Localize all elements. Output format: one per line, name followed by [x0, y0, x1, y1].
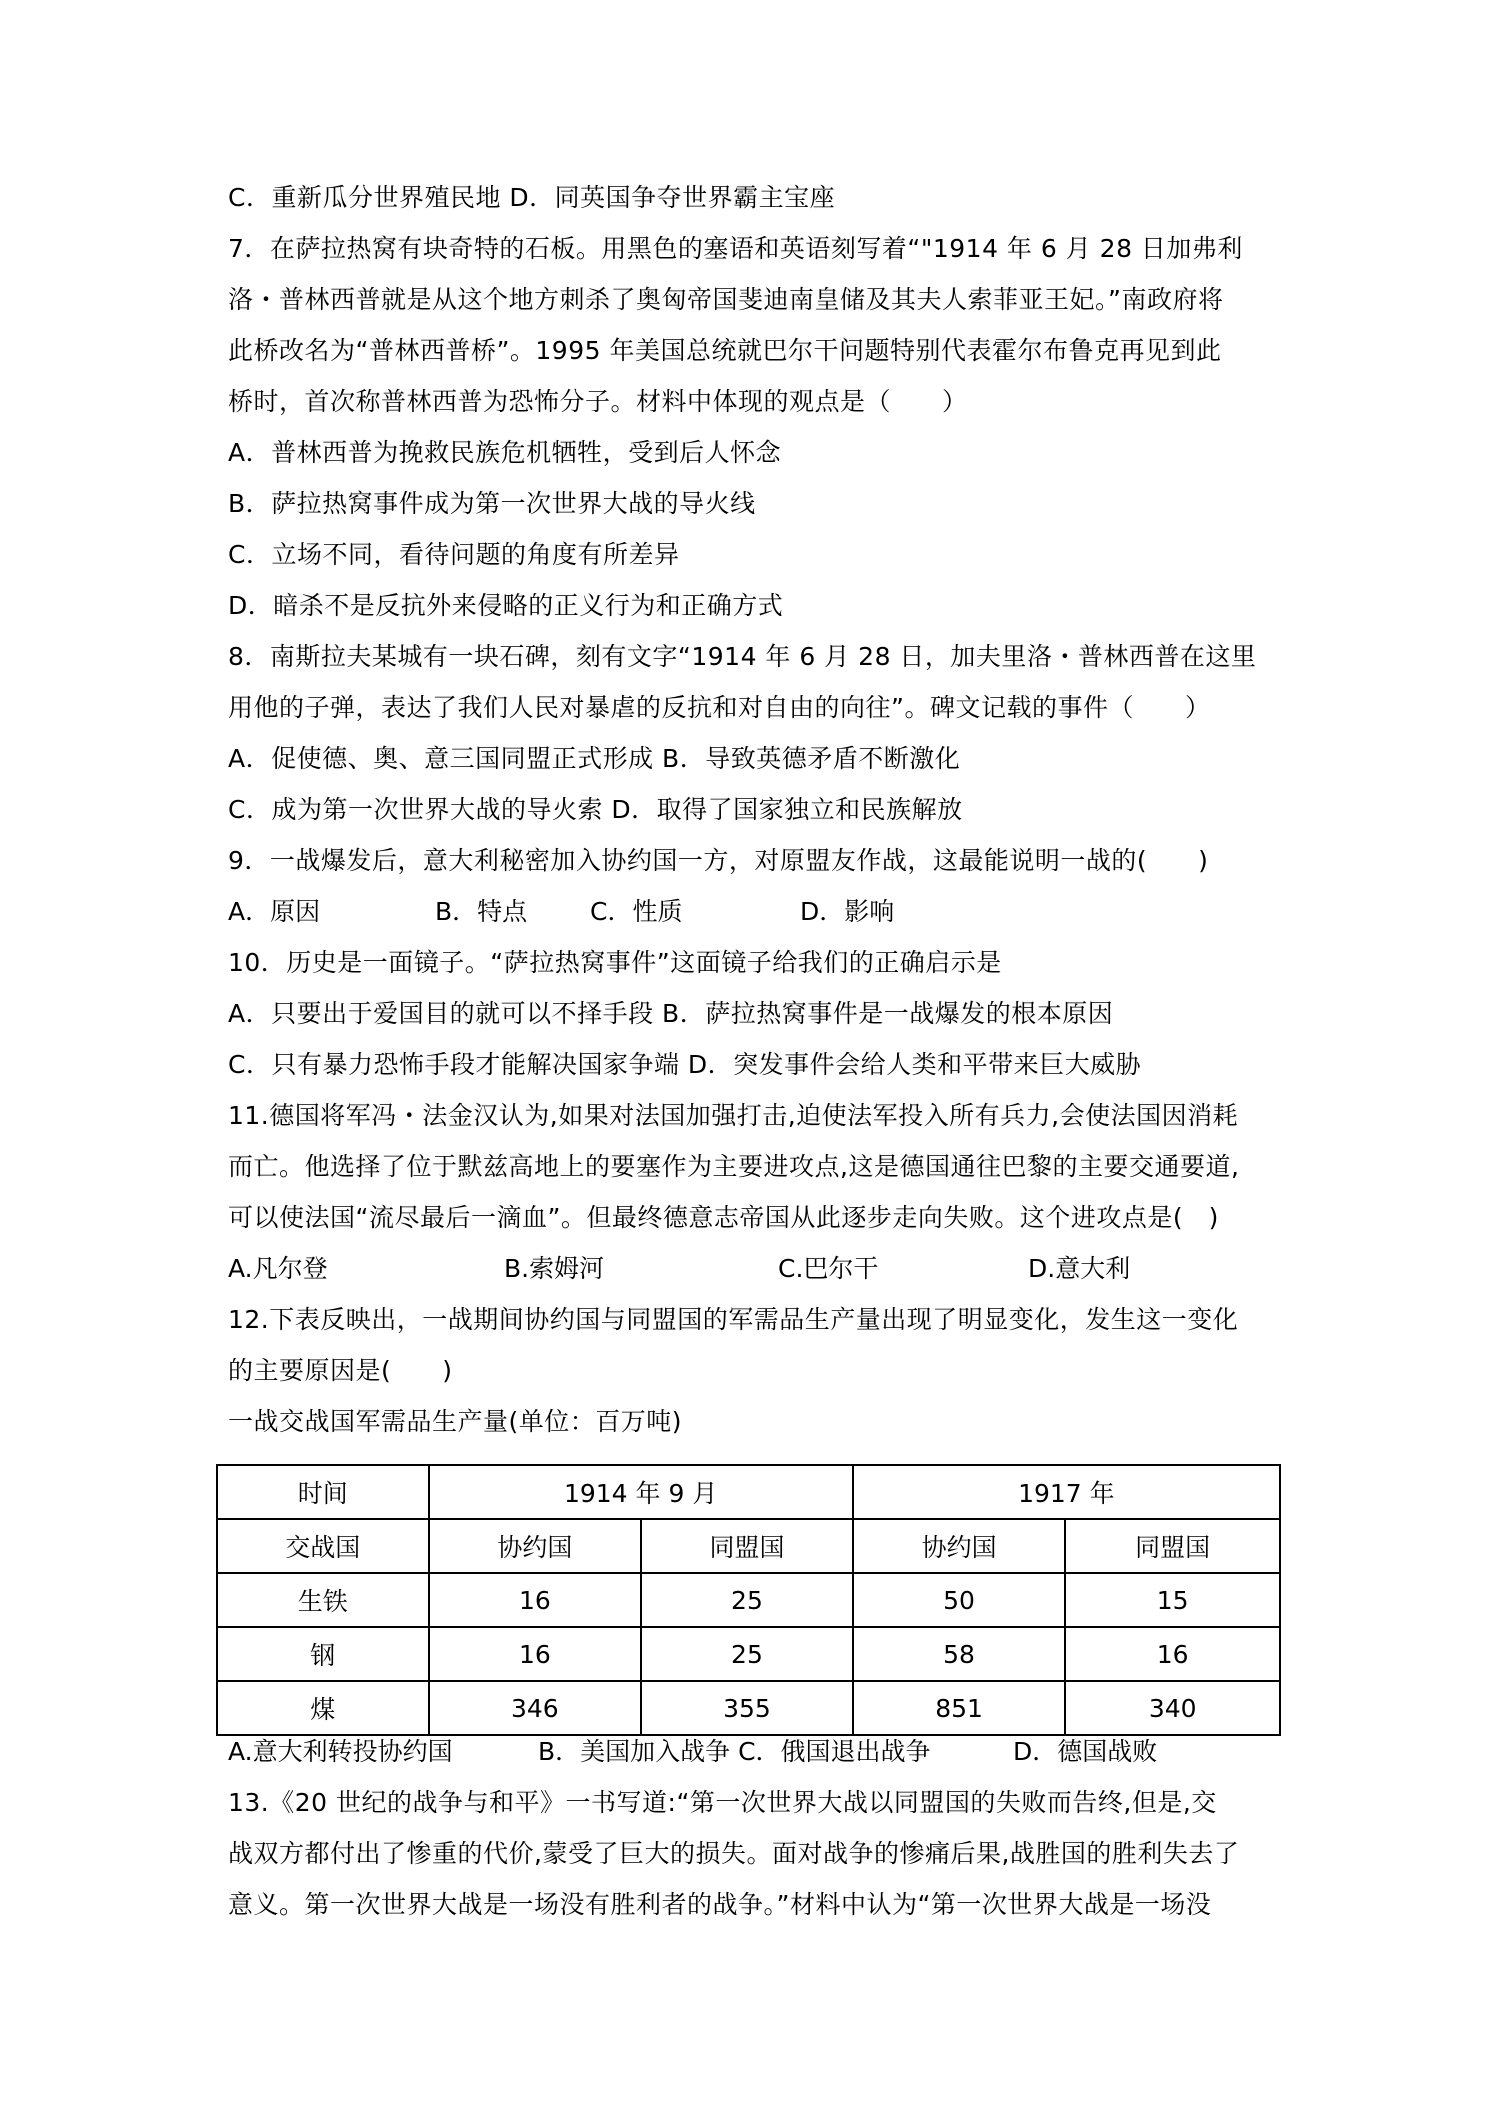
header-cell: 同盟国 — [1065, 1519, 1280, 1573]
table-cell: 355 — [641, 1681, 853, 1735]
q7-stem-3: 此桥改名为“普林西普桥”。1995 年美国总统就巴尔干问题特别代表霍尔布鲁克再见到此 — [228, 336, 1222, 365]
q7-stem-4: 桥时，首次称普林西普为恐怖分子。材料中体现的观点是（ ） — [228, 387, 968, 416]
table-row — [217, 1573, 1280, 1627]
q11-option-c: C.巴尔干 — [778, 1254, 879, 1283]
table-cell: 340 — [1065, 1681, 1280, 1735]
table-cell: 25 — [641, 1627, 853, 1681]
table-cell: 25 — [641, 1573, 853, 1627]
q7-stem-1: 7．在萨拉热窝有块奇特的石板。用黑色的塞语和英语刻写着“"1914 年 6 月 28 日加弗利 — [228, 234, 1243, 263]
table-row — [217, 1519, 1280, 1573]
row-label: 钢 — [217, 1627, 429, 1681]
munitions-table — [216, 1464, 1281, 1736]
q10-stem: 10．历史是一面镜子。“萨拉热窝事件”这面镜子给我们的正确启示是 — [228, 948, 1002, 977]
q7-option-b: B．萨拉热窝事件成为第一次世界大战的导火线 — [228, 489, 756, 518]
q11-stem-3: 可以使法国“流尽最后一滴血”。但最终德意志帝国从此逐步走向失败。这个进攻点是( ) — [228, 1203, 1219, 1232]
table-row — [217, 1681, 1280, 1735]
q11-stem-1: 11.德国将军冯・法金汉认为,如果对法国加强打击,迫使法军投入所有兵力,会使法国因消耗 — [228, 1101, 1239, 1130]
header-cell: 1917 年 — [853, 1465, 1280, 1519]
table-cell: 16 — [1065, 1627, 1280, 1681]
q6-options-cd: C．重新瓜分世界殖民地 D．同英国争夺世界霸主宝座 — [228, 183, 836, 212]
q12-option-bc: B．美国加入战争 C．俄国退出战争 — [538, 1737, 931, 1766]
q9-option-b: B．特点 — [435, 897, 528, 926]
q12-option-d: D．德国战败 — [1013, 1737, 1158, 1766]
q9-option-a: A．原因 — [228, 897, 321, 926]
q12-stem-2: 的主要原因是( ) — [228, 1356, 453, 1385]
q11-option-a: A.凡尔登 — [228, 1254, 328, 1283]
row-label: 煤 — [217, 1681, 429, 1735]
q9-option-d: D．影响 — [800, 897, 895, 926]
q10-options-ab: A．只要出于爱国目的就可以不择手段 B．萨拉热窝事件是一战爆发的根本原因 — [228, 999, 1114, 1028]
table-cell: 50 — [853, 1573, 1066, 1627]
table-cell: 16 — [429, 1627, 642, 1681]
table-row — [217, 1465, 1280, 1519]
q12-stem-1: 12.下表反映出，一战期间协约国与同盟国的军需品生产量出现了明显变化，发生这一变化 — [228, 1305, 1239, 1334]
q11-stem-2: 而亡。他选择了位于默兹高地上的要塞作为主要进攻点,这是德国通往巴黎的主要交通要道, — [228, 1152, 1240, 1181]
header-cell: 时间 — [217, 1465, 429, 1519]
header-cell: 同盟国 — [641, 1519, 853, 1573]
q7-option-c: C．立场不同，看待问题的角度有所差异 — [228, 540, 680, 569]
q10-options-cd: C．只有暴力恐怖手段才能解决国家争端 D．突发事件会给人类和平带来巨大威胁 — [228, 1050, 1142, 1079]
table-row — [217, 1627, 1280, 1681]
header-cell: 1914 年 9 月 — [429, 1465, 853, 1519]
q13-stem-1: 13.《20 世纪的战争与和平》一书写道:“第一次世界大战以同盟国的失败而告终,但是,交 — [228, 1788, 1217, 1817]
table-cell: 15 — [1065, 1573, 1280, 1627]
q7-option-a: A．普林西普为挽救民族危机牺牲，受到后人怀念 — [228, 438, 782, 467]
header-cell: 协约国 — [853, 1519, 1066, 1573]
q8-stem-1: 8．南斯拉夫某城有一块石碑，刻有文字“1914 年 6 月 28 日，加夫里洛・普林西普在这里 — [228, 642, 1257, 671]
q8-options-ab: A．促使德、奥、意三国同盟正式形成 B．导致英德矛盾不断激化 — [228, 744, 961, 773]
q9-stem: 9．一战爆发后，意大利秘密加入协约国一方，对原盟友作战，这最能说明一战的( ) — [228, 846, 1209, 875]
table-cell: 58 — [853, 1627, 1066, 1681]
q7-stem-2: 洛・普林西普就是从这个地方刺杀了奥匈帝国斐迪南皇储及其夫人索菲亚王妃。”南政府将 — [228, 285, 1224, 314]
q11-option-b: B.索姆河 — [504, 1254, 605, 1283]
q13-stem-2: 战双方都付出了惨重的代价,蒙受了巨大的损失。面对战争的惨痛后果,战胜国的胜利失去了 — [228, 1839, 1240, 1868]
q12-option-a: A.意大利转投协约国 — [228, 1737, 453, 1766]
table-cell: 16 — [429, 1573, 642, 1627]
header-cell: 交战国 — [217, 1519, 429, 1573]
table-cell: 851 — [853, 1681, 1066, 1735]
header-cell: 协约国 — [429, 1519, 642, 1573]
table-cell: 346 — [429, 1681, 642, 1735]
q7-option-d: D．暗杀不是反抗外来侵略的正义行为和正确方式 — [228, 591, 784, 620]
q9-option-c: C．性质 — [590, 897, 683, 926]
q8-options-cd: C．成为第一次世界大战的导火索 D．取得了国家独立和民族解放 — [228, 795, 963, 824]
q11-option-d: D.意大利 — [1028, 1254, 1131, 1283]
row-label: 生铁 — [217, 1573, 429, 1627]
q12-table-caption: 一战交战国军需品生产量(单位：百万吨) — [228, 1407, 683, 1436]
q13-stem-3: 意义。第一次世界大战是一场没有胜利者的战争。”材料中认为“第一次世界大战是一场没 — [228, 1890, 1212, 1919]
q8-stem-2: 用他的子弹，表达了我们人民对暴虐的反抗和对自由的向往”。碑文记载的事件（ ） — [228, 693, 1211, 722]
